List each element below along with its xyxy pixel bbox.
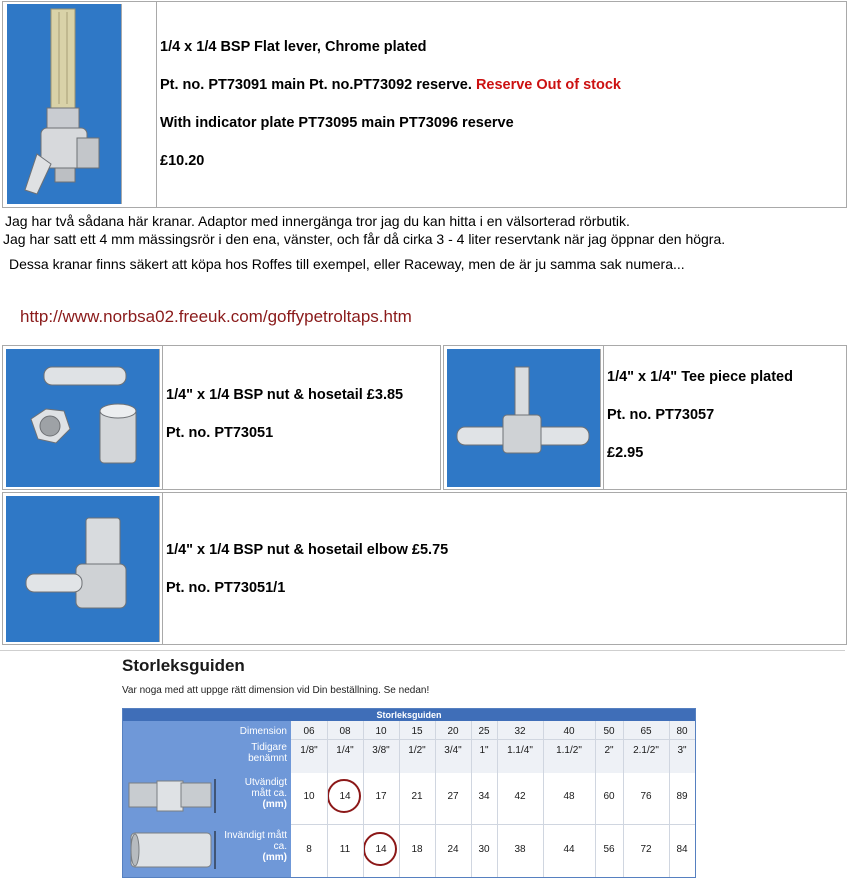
- label-utvandigt-text: Utvändigt mått ca.: [244, 777, 287, 799]
- price: £2.95: [607, 445, 644, 461]
- dimension-cell: 06: [303, 726, 315, 737]
- label-unit: (mm): [262, 799, 287, 810]
- product-card-elbow: [2, 492, 847, 645]
- invandigt-cell: 18: [411, 844, 423, 855]
- product-card-tee-piece: [443, 345, 847, 490]
- part-number: [160, 77, 621, 93]
- dimension-cell: 20: [447, 726, 459, 737]
- product-title: 1/4" x 1/4 BSP nut & hosetail elbow £5.75: [166, 542, 449, 558]
- column-divider: [471, 721, 472, 877]
- dimension-cell: 40: [563, 726, 575, 737]
- product-title: 1/4 x 1/4 BSP Flat lever, Chrome plated: [160, 39, 427, 55]
- tidigare-cell: 1/4": [336, 745, 354, 756]
- cell-divider: [162, 345, 163, 490]
- tidigare-cell: 1.1/2": [556, 745, 582, 756]
- label-unit: (mm): [262, 852, 287, 863]
- part-number: Pt. no. PT73057: [607, 407, 715, 423]
- tidigare-cell: 1/2": [408, 745, 426, 756]
- cell-divider: [162, 492, 163, 645]
- cell-divider: [603, 345, 604, 490]
- indicator-plate-text: With indicator plate PT73095 main PT73096 reserve: [160, 115, 514, 131]
- tidigare-cell: 3/8": [372, 745, 390, 756]
- forum-text-line: Dessa kranar finns säkert att köpa hos Roffes till exempel, eller Raceway, men de är ju samma sak numera...: [9, 256, 685, 272]
- label-utvandigt: [223, 777, 287, 810]
- utvandigt-cell: 60: [603, 791, 615, 802]
- dimension-cell: 10: [375, 726, 387, 737]
- tidigare-cell: 2": [604, 745, 614, 756]
- invandigt-cell: 72: [640, 844, 652, 855]
- dimension-cell: 50: [603, 726, 615, 737]
- invandigt-cell: 38: [514, 844, 526, 855]
- tidigare-cell: 3/4": [444, 745, 462, 756]
- invandigt-cell: 11: [339, 844, 351, 855]
- product-card-flat-lever: [2, 1, 847, 208]
- product-title: 1/4" x 1/4" Tee piece plated: [607, 369, 793, 385]
- forum-text-line: Jag har satt ett 4 mm mässingsrör i den ena, vänster, och får då cirka 3 - 4 liter reservtank när jag öppnar den högra.: [3, 231, 726, 247]
- price: £10.20: [160, 153, 205, 169]
- row-divider: [291, 824, 695, 825]
- product-card-nut-hosetail: [2, 345, 441, 490]
- column-divider: [543, 721, 544, 877]
- invandigt-cell: 44: [563, 844, 575, 855]
- utvandigt-cell: 48: [563, 791, 575, 802]
- column-divider: [363, 721, 364, 877]
- utvandigt-cell: 10: [303, 791, 315, 802]
- dimension-cell: 80: [676, 726, 688, 737]
- size-guide-title: Storleksguiden: [122, 656, 245, 675]
- dimension-cell: 32: [514, 726, 526, 737]
- column-divider: [497, 721, 498, 877]
- nut-hosetail-image: [6, 349, 160, 487]
- elbow-image: [6, 496, 160, 642]
- utvandigt-cell: 21: [411, 791, 423, 802]
- dimension-cell: 65: [640, 726, 652, 737]
- size-guide-table: [122, 708, 696, 878]
- column-divider: [595, 721, 596, 877]
- tidigare-cell: 3": [677, 745, 687, 756]
- label-tidigare: Tidigare benämnt: [248, 742, 287, 764]
- part-number-text: Pt. no. PT73091 main Pt. no.PT73092 reserve.: [160, 77, 472, 93]
- external-link[interactable]: http://www.norbsa02.freeuk.com/goffypetroltaps.htm: [20, 307, 412, 326]
- part-number: Pt. no. PT73051: [166, 425, 274, 441]
- column-divider: [327, 721, 328, 877]
- female-fitting-icon: [127, 827, 219, 873]
- size-guide-note: Var noga med att uppge rätt dimension vid Din beställning. Se nedan!: [122, 685, 430, 696]
- forum-text-line: Jag har två sådana här kranar. Adaptor med innergänga tror jag du kan hitta i en välsorterad rörbutik.: [5, 213, 630, 229]
- cell-divider: [156, 1, 157, 208]
- label-invandigt: [223, 830, 287, 863]
- utvandigt-cell: 34: [478, 791, 490, 802]
- utvandigt-cell: 27: [447, 791, 459, 802]
- column-divider: [669, 721, 670, 877]
- column-divider: [435, 721, 436, 877]
- utvandigt-cell: 76: [640, 791, 652, 802]
- utvandigt-cell: 17: [375, 791, 387, 802]
- product-title: 1/4" x 1/4 BSP nut & hosetail £3.85: [166, 387, 404, 403]
- dimension-cell: 15: [411, 726, 423, 737]
- invandigt-cell: 14: [375, 844, 387, 855]
- tidigare-cell: 1.1/4": [507, 745, 533, 756]
- dimension-cell: 25: [478, 726, 490, 737]
- part-number: Pt. no. PT73051/1: [166, 580, 286, 596]
- invandigt-cell: 84: [676, 844, 688, 855]
- table-title: Storleksguiden: [123, 709, 695, 721]
- tidigare-cell: 1/8": [300, 745, 318, 756]
- row-divider: [291, 739, 695, 740]
- utvandigt-cell: 89: [676, 791, 688, 802]
- invandigt-cell: 8: [306, 844, 312, 855]
- tidigare-cell: 1": [479, 745, 489, 756]
- column-divider: [623, 721, 624, 877]
- section-divider: [0, 650, 845, 651]
- invandigt-cell: 24: [447, 844, 459, 855]
- tidigare-cell: 2.1/2": [633, 745, 659, 756]
- stock-status: Reserve Out of stock: [475, 77, 621, 93]
- invandigt-cell: 56: [603, 844, 615, 855]
- male-fitting-icon: [127, 773, 219, 819]
- fuel-tap-image: [7, 4, 122, 204]
- utvandigt-cell: 42: [514, 791, 526, 802]
- utvandigt-cell: 14: [339, 791, 351, 802]
- label-invandigt-text: Invändigt mått ca.: [224, 830, 287, 852]
- tee-piece-image: [447, 349, 601, 487]
- invandigt-cell: 30: [478, 844, 490, 855]
- label-dimension: Dimension: [239, 726, 287, 737]
- dimension-cell: 08: [339, 726, 351, 737]
- column-divider: [399, 721, 400, 877]
